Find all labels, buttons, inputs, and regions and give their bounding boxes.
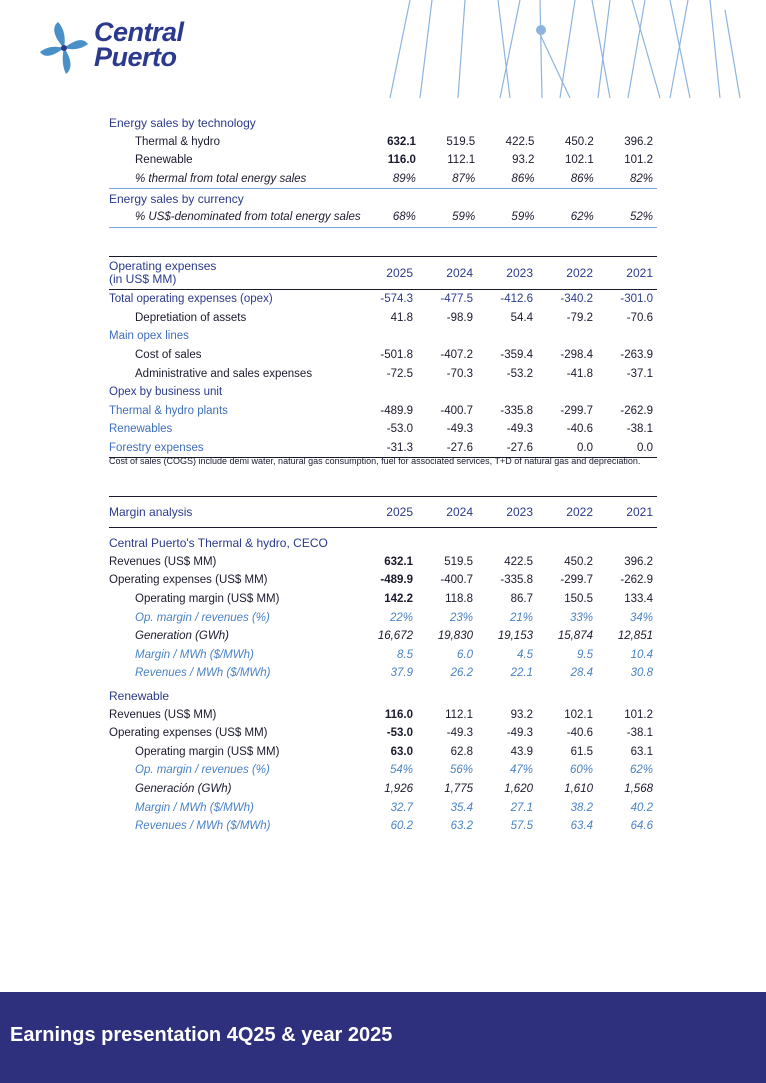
section-energy-by-technology: Energy sales by technology [109, 116, 256, 131]
margin-analysis-table [109, 496, 657, 836]
pinwheel-logo-icon [36, 18, 92, 78]
table-row: Depretiation of assets 41.8 -98.9 54.4 -79.2 -70.6 [135, 311, 653, 324]
table-row: % US$-denominated from total energy sales 68% 59% 59% 62% 52% [109, 208, 657, 227]
table-row: Thermal & hydro plants -489.9 -400.7 -335.8 -299.7 -262.9 [109, 404, 653, 417]
year-header: 2025 [357, 497, 417, 528]
table-row: Generation (GWh) 16,672 19,830 19,153 15,874 12,851 [135, 630, 653, 643]
table-row: Margin / MWh ($/MWh) 32.7 35.4 27.1 38.2 40.2 [135, 801, 653, 814]
table-row: Revenues / MWh ($/MWh) 60.2 63.2 57.5 63.4 64.6 [135, 820, 653, 833]
section-energy-by-currency: Energy sales by currency [109, 191, 244, 206]
year-header: 2021 [597, 257, 657, 290]
footer-title: Earnings presentation 4Q25 & year 2025 [10, 1024, 393, 1046]
table-row: Forestry expenses -31.3 -27.6 -27.6 0.0 0.0 [109, 439, 657, 458]
table-row: Revenues / MWh ($/MWh) 37.9 26.2 22.1 28.4 30.8 [135, 667, 653, 680]
table-row: Operating expenses (US$ MM) -53.0 -49.3 -49.3 -40.6 -38.1 [109, 727, 653, 740]
table-row: Total operating expenses (opex) -574.3 -477.5 -412.6 -340.2 -301.0 [109, 293, 653, 306]
footer-banner [0, 992, 766, 1083]
section-renewable: Renewable [109, 689, 170, 704]
year-header: 2021 [597, 497, 657, 528]
year-header: 2024 [417, 257, 477, 290]
cogs-footnote: Cost of sales (COGS) include demi water, natural gas consumption, fuel for associated services, T+D of natural gas and depreciation. [109, 456, 641, 466]
table-row: % thermal from total energy sales 89% 87% 86% 86% 82% [109, 170, 657, 189]
opex-table [109, 256, 657, 458]
table-row: Op. margin / revenues (%) 54% 56% 47% 60% 62% [135, 764, 653, 777]
logo-name-line2: Puerto [94, 42, 177, 72]
section-thermal-hydro: Central Puerto's Thermal & hydro, CECO [109, 536, 328, 551]
table-row: Cost of sales -501.8 -407.2 -359.4 -298.4 -263.9 [135, 349, 653, 362]
logo-name-line1: Central [94, 17, 184, 47]
table-row: Op. margin / revenues (%) 22% 23% 21% 33% 34% [135, 611, 653, 624]
year-header: 2024 [417, 497, 477, 528]
table-row: Revenues (US$ MM) 632.1 519.5 422.5 450.2 396.2 [109, 555, 653, 568]
year-header: 2022 [537, 497, 597, 528]
table-row: Operating expenses (US$ MM) -489.9 -400.7 -335.8 -299.7 -262.9 [109, 574, 653, 587]
decorative-lines [370, 0, 766, 98]
year-header: 2025 [357, 257, 417, 290]
margin-analysis-title: Margin analysis [109, 497, 357, 528]
table-row: Thermal & hydro 632.1 519.5 422.5 450.2 396.2 [135, 135, 653, 148]
table-row: Administrative and sales expenses -72.5 -70.3 -53.2 -41.8 -37.1 [135, 367, 653, 380]
section-main-opex-lines: Main opex lines [109, 330, 189, 343]
year-header: 2023 [477, 497, 537, 528]
table-row: Revenues (US$ MM) 116.0 112.1 93.2 102.1 101.2 [109, 708, 653, 721]
company-logo [36, 18, 206, 82]
table-row: Generación (GWh) 1,926 1,775 1,620 1,610 1,568 [135, 783, 653, 796]
year-header: 2023 [477, 257, 537, 290]
energy-sales-table [109, 114, 657, 228]
table-row: Renewables -53.0 -49.3 -49.3 -40.6 -38.1 [109, 423, 653, 436]
table-row: Operating margin (US$ MM) 63.0 62.8 43.9 61.5 63.1 [135, 745, 653, 758]
year-header: 2022 [537, 257, 597, 290]
section-opex-by-unit: Opex by business unit [109, 386, 223, 399]
table-row: Renewable 116.0 112.1 93.2 102.1 101.2 [135, 154, 653, 167]
opex-header: Operating expenses (in US$ MM) [109, 257, 357, 290]
table-row: Margin / MWh ($/MWh) 8.5 6.0 4.5 9.5 10.4 [135, 648, 653, 661]
table-row: Operating margin (US$ MM) 142.2 118.8 86.7 150.5 133.4 [135, 593, 653, 606]
